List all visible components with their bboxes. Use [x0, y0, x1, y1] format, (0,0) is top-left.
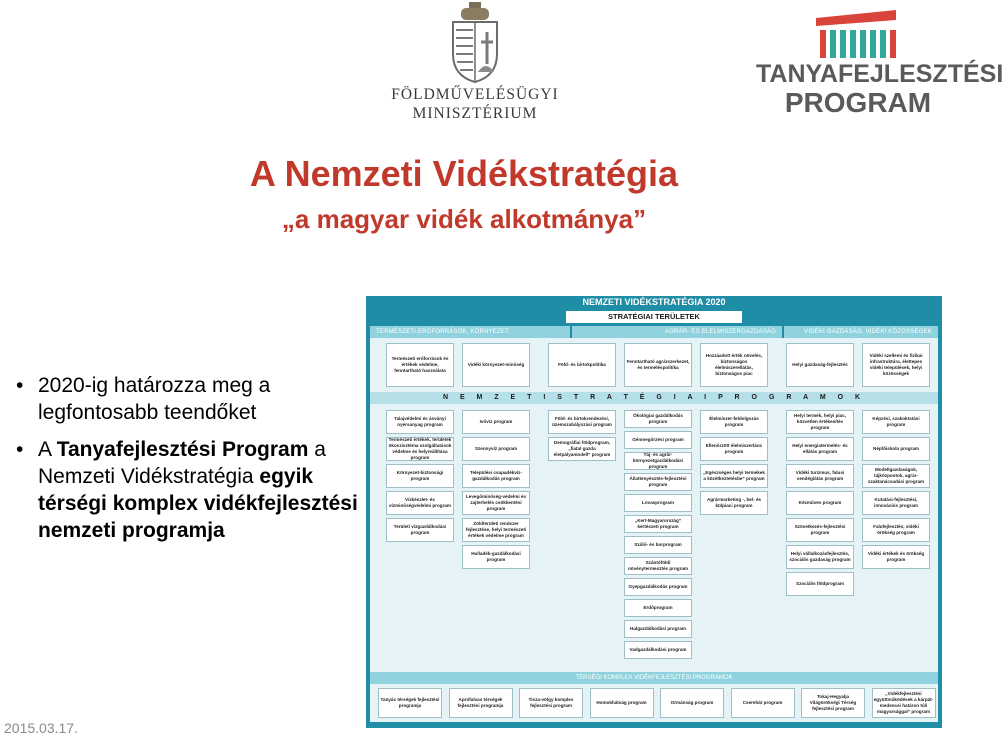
national-program-box [386, 464, 454, 488]
program-box-label: Szőlő- és borprogram [634, 542, 682, 548]
national-program-box [386, 410, 454, 434]
national-program-box [462, 518, 530, 542]
program-box-label: Erdőprogram [643, 605, 673, 611]
national-program-box [786, 437, 854, 461]
regional-program-box [731, 688, 795, 718]
program-box-label: Vidéki turizmus, falusi vendéglátás program [795, 470, 845, 481]
program-box-label: Cserehát program [742, 700, 783, 706]
program-box-label: Fenntartható agrárszerkezet, és termeléspolitika [626, 359, 690, 370]
national-program-box [624, 578, 692, 596]
program-box-label: Levegőminőség-védelmi és zajterhelés csökkentési program [466, 494, 526, 511]
bullet-bold-text: egyik térségi komplex vidékfejlesztési nemzeti programja [38, 465, 358, 542]
national-program-box [786, 545, 854, 569]
bullet-text: a Nemzeti Vidékstratégia [38, 438, 326, 488]
national-program-box [700, 437, 768, 461]
program-logo [752, 0, 1003, 128]
program-box-label: „Vidékfejlesztési együttműködések a kárpát-medencei határon túli magyarsággal” program [873, 691, 934, 714]
program-box-label: Természeti erőforrások és értékek védelme, fenntartható használata [391, 356, 449, 373]
national-program-box [786, 410, 854, 434]
national-program-box [624, 410, 692, 428]
program-box-label: Állattenyésztés-fejlesztési program [629, 476, 687, 487]
program-box-label: Vidéki értékek és örökség program [867, 551, 925, 562]
slide-title: A Nemzeti Vidékstratégia [249, 153, 679, 194]
program-box-label: Ivóvíz program [479, 419, 513, 425]
national-program-box [548, 437, 616, 461]
national-programs-band: N E M Z E T I S T R A T É G I A I P R O G R A M O K [370, 392, 938, 404]
diagram-subtitle: STRATÉGIAI TERÜLETEK [566, 311, 742, 323]
national-program-box [786, 518, 854, 542]
regional-program-box [660, 688, 724, 718]
program-box-label: Génmegőrzési program [632, 437, 684, 443]
national-program-box [700, 464, 768, 488]
strategic-area-box [462, 343, 530, 387]
national-program-box [462, 410, 530, 434]
program-box-label: Tanyás térségek fejlesztési programja [380, 697, 440, 708]
regional-program-box [872, 688, 936, 718]
ministry-name-line1: FÖLDMŰVELÉSÜGYI [391, 86, 559, 103]
section-header-environment: TERMÉSZETI ERŐFORRÁSOK, KÖRNYEZET [370, 326, 570, 338]
regional-program-box [590, 688, 654, 718]
program-box-label: „Egészséges helyi termékek a közétkeztetésbe” program [703, 470, 765, 481]
bullet-item [14, 372, 359, 426]
strategic-area-box [862, 343, 930, 387]
strategic-area-box [386, 343, 454, 387]
strategic-area-box [700, 343, 768, 387]
program-box-label: Gyepgazdálkodás program [628, 584, 688, 590]
program-box-label: Szociális földprogram [796, 581, 844, 587]
national-program-box [624, 431, 692, 449]
program-box-label: Halgazdálkodási program [630, 626, 686, 632]
program-box-label: Agrármarketing -, bel- és külpiaci program [706, 497, 762, 508]
program-box-label: Aprófalvas térségek fejlesztési programja [457, 697, 504, 708]
national-program-box [624, 620, 692, 638]
program-box-label: Vidéki szellemi és fizikai infrastruktúra, élettepes vidéki települések, helyi közösségek [869, 353, 923, 376]
national-program-box [786, 491, 854, 515]
strategy-diagram [366, 296, 942, 728]
regional-program-box [801, 688, 865, 718]
program-box-label: Hozzáadott érték növelés, biztonságos élelmiszerellátás, biztonságos piac [705, 353, 763, 376]
regional-program-box [449, 688, 513, 718]
national-program-box [624, 515, 692, 533]
program-box-label: Tisza-völgy komplex fejlesztési program [528, 697, 574, 708]
national-program-box [862, 410, 930, 434]
national-program-box [862, 464, 930, 488]
national-program-box [624, 557, 692, 575]
program-box-label: Lovasprogram [642, 500, 674, 506]
program-box-label: Modellgazdaságok, tájközpontok, agrár-szaktanácsadási program [867, 467, 925, 484]
national-program-box [624, 599, 692, 617]
national-program-box [862, 437, 930, 461]
house-icon [812, 6, 900, 60]
regional-program-box [378, 688, 442, 718]
program-box-label: Föld- és birtokpolitika [558, 362, 606, 368]
national-program-box [624, 494, 692, 512]
program-box-label: Ellenőrzött élelmiszerlánc program [705, 443, 763, 454]
national-program-box [624, 452, 692, 470]
program-box-label: Vidéki környezet-minőség [467, 362, 525, 368]
national-program-box [700, 491, 768, 515]
bullet-text: 2020-ig határozza meg a legfontosabb teendőket [38, 374, 271, 424]
program-box-label: „Kert-Magyarország” kertészeti program [634, 518, 682, 529]
program-box-label: Falufejlesztés, vidéki örökség program [873, 524, 919, 535]
section-header-rural-economy: VIDÉKI GAZDASÁG, VIDÉKI KÖZÖSSÉGEK [784, 326, 938, 338]
ministry-name-line2: MINISZTÉRIUM [412, 105, 538, 122]
national-program-box [700, 410, 768, 434]
program-box-label: Élelmiszer-feldolgozás program [709, 416, 759, 427]
national-program-box [862, 491, 930, 515]
program-box-label: Helyi energiatermelés- és ellátás program [792, 443, 848, 454]
national-program-box [624, 641, 692, 659]
program-logo-line2: PROGRAM [784, 87, 932, 118]
program-box-label: Ökológiai gazdálkodás program [633, 413, 683, 424]
national-program-box [462, 491, 530, 515]
program-box-label: Táj- és agrár-környezetgazdálkodási program [632, 452, 684, 469]
national-program-box [862, 545, 930, 569]
program-box-label: Szántóföldi növénytermesztés program [628, 560, 688, 571]
section-header-agrar: AGRÁR- ÉS ÉLELMISZERGAZDASÁG [572, 326, 782, 338]
national-program-box [386, 518, 454, 542]
national-program-box [548, 410, 616, 434]
program-box-label: Demográfiai földprogram, „fiatal gazda életpályamodell” program [553, 440, 611, 457]
slide-date: 2015.03.17. [4, 720, 78, 736]
bullet-bold-text: Tanyafejlesztési Program [56, 438, 309, 461]
national-program-box [624, 473, 692, 491]
program-box-label: Zöldterületi rendszer fejlesztése, helyi természeti értékek védelme program [465, 521, 527, 538]
program-box-label: Kutatási-fejlesztési, innovációs program [874, 497, 918, 508]
program-box-label: Környezet-biztonsági program [396, 470, 444, 481]
program-box-label: Népfőiskola program [873, 446, 919, 452]
program-logo-line1: TANYAFEJLESZTÉSI [756, 60, 1003, 88]
program-box-label: Tokaj-Hegyalja Világörökségi Térség fejlesztési program [809, 694, 857, 711]
program-box-label: Talajvédelmi és ásványi nyersanyag program [394, 416, 446, 427]
strategic-area-box [548, 343, 616, 387]
national-program-box [386, 491, 454, 515]
slide-subtitle: „a magyar vidék alkotmánya” [281, 204, 647, 234]
program-box-label: Kézműves program [798, 500, 842, 506]
program-box-label: Természeti értékek, területek ökoszisztéma szolgáltatások védelme és helyreállítása program [388, 437, 452, 460]
program-box-label: Helyi gazdaság-fejlesztés [792, 362, 848, 368]
coat-of-arms-icon [445, 2, 505, 84]
ministry-logo [382, 0, 568, 130]
bullet-item [14, 436, 359, 544]
national-program-box [862, 518, 930, 542]
program-box-label: Hulladék-gazdálkodási program [471, 551, 521, 562]
national-program-box [786, 572, 854, 596]
program-box-label: Szövetkezés-fejlesztési program [794, 524, 846, 535]
national-program-box [462, 545, 530, 569]
program-box-label: Vízkészlet- és vízminőségvédelmi program [388, 497, 452, 508]
program-box-label: Helyi termék, helyi piac, közvetlen értékesítés program [793, 413, 847, 430]
strategic-area-box [624, 343, 692, 387]
national-program-box [624, 536, 692, 554]
national-program-box [462, 437, 530, 461]
program-box-label: Föld- és birtokrendezési, üzemszabályozási program [552, 416, 612, 427]
program-box-label: Szennyvíz program [474, 446, 518, 452]
program-box-label: Területi vízgazdálkodási program [393, 524, 447, 535]
bullet-text: A [38, 438, 57, 461]
program-box-label: Helyi vállalkozásfejlesztés, szociális gazdaság program [789, 551, 851, 562]
national-program-box [786, 464, 854, 488]
program-box-label: Települési csapadékvíz-gazdálkodás program [470, 470, 522, 481]
program-box-label: Ormánság program [670, 700, 714, 706]
program-box-label: Homokhátság program [596, 700, 647, 706]
national-program-box [462, 464, 530, 488]
national-program-box [386, 437, 454, 461]
program-box-label: Vadgazdálkodási program [629, 647, 687, 653]
program-box-label: Képzési, szakoktatási program [872, 416, 920, 427]
regional-program-box [519, 688, 583, 718]
strategic-area-box [786, 343, 854, 387]
bullet-list [14, 372, 359, 554]
diagram-title: NEMZETI VIDÉKSTRATÉGIA 2020 [582, 297, 726, 307]
regional-programs-bar: TÉRSÉGI KOMPLEX VIDÉKFEJLESZTÉSI PROGRAMOK [370, 672, 938, 684]
